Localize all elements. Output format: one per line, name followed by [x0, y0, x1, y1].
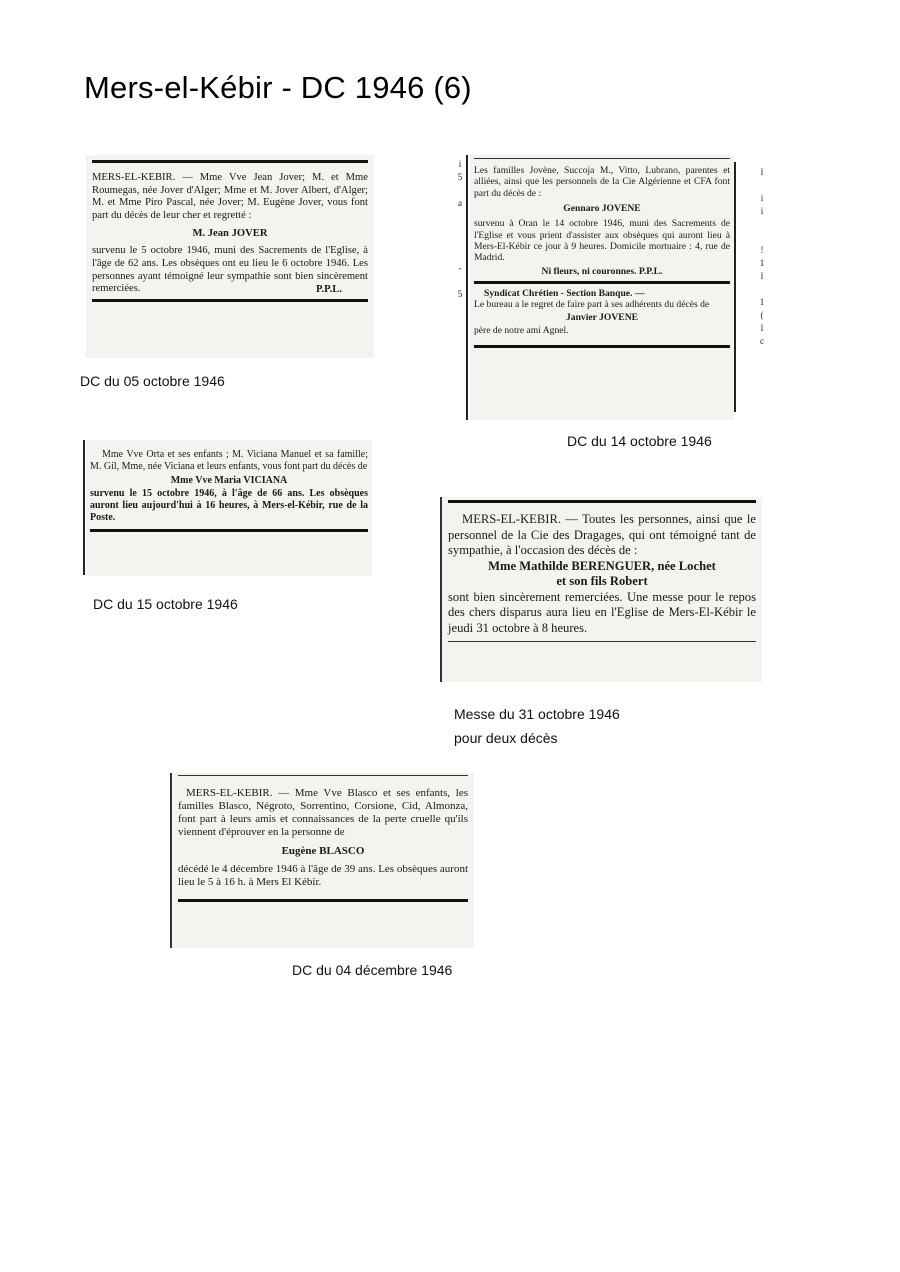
clipping-mathilde-berenguer — [440, 497, 762, 682]
left-margin-line — [466, 155, 468, 420]
deceased-son: et son fils Robert — [556, 574, 648, 588]
clipping-top-rule — [474, 158, 730, 159]
deceased-name: Gennaro JOVENE — [563, 203, 641, 215]
left-margin-marks: i 5 a - 5 — [457, 159, 463, 299]
syndicate-body: père de notre ami Agnel. — [474, 325, 569, 337]
clipping-eugene-blasco — [170, 773, 474, 948]
clipping-body: survenu le 5 octobre 1946, muni des Sacrements de l'Eglise, à l'âge de 62 ans. Les obsèques ont eu lieu le 6 octobre 1946. Les personnes ayant témoigné leur sympathie sont bien sincèrement remerciées. — [92, 245, 368, 295]
clipping-intro: MERS-EL-KEBIR. — Toutes les personnes, ainsi que le personnel de la Cie des Dragages, qui ont témoigné tant de sympathie, à l'occasion des décès de : — [448, 512, 756, 557]
clip3-left-line — [83, 440, 85, 575]
right-margin-marks: l i i ! 1 l 1 ( l c — [759, 167, 765, 346]
deceased-name: Mme Mathilde BERENGUER, née Lochet — [488, 558, 716, 573]
clipping-maria-viciana — [86, 440, 372, 576]
clipping-intro: MERS-EL-KEBIR. — Mme Vve Blasco et ses enfants, les familles Blasco, Négroto, Sorrentino, Corsione, Cid, Almonza, font part à leurs amis et connaissances de la perte cruelle qu'ils viennent d'éprouver en la personne de — [178, 787, 468, 838]
clipping-jean-jover — [86, 155, 374, 358]
page-title: Mers-el-Kébir - DC 1946 (6) — [84, 70, 472, 105]
clipping-bottom-rule — [178, 899, 468, 902]
clipping-top-rule — [92, 160, 368, 163]
clipping-footer: Ni fleurs, ni couronnes. P.P.L. — [541, 265, 663, 277]
syndicate-title: Syndicat Chrétien - Section Banque. — — [484, 287, 645, 299]
clipping-gennaro-jovene — [470, 155, 734, 420]
clipping-body: sont bien sincèrement remerciées. Une messe pour le repos des chers disparus aura lieu en l'Eglise de Mers-El-Kébir le jeudi 31 octobre à 8 heures. — [448, 589, 756, 635]
clipping-body: décédé le 4 décembre 1946 à l'âge de 39 ans. Les obsèques auront lieu le 5 à 16 h. à Mers El Kébir. — [178, 863, 469, 888]
deceased-name: M. Jean JOVER — [192, 228, 268, 240]
caption-messe-line1: Messe du 31 octobre 1946 — [454, 706, 620, 722]
clipping-body: survenu le 15 octobre 1946, à l'âge de 66 ans. Les obsèques auront lieu aujourd'hui à 16 heures, à Mers-el-Kébir, rue de la Poste. — [90, 488, 368, 523]
clipping-top-rule — [178, 775, 468, 776]
caption-04-decembre: DC du 04 décembre 1946 — [292, 962, 453, 978]
second-deceased-name: Janvier JOVENE — [565, 312, 639, 324]
clipping-top-rule — [448, 500, 756, 503]
clipping-bottom-rule — [92, 299, 368, 302]
caption-14-octobre: DC du 14 octobre 1946 — [567, 433, 712, 449]
deceased-name: Mme Vve Maria VICIANA — [170, 475, 288, 486]
caption-15-octobre: DC du 15 octobre 1946 — [93, 596, 238, 612]
right-margin-line — [734, 162, 736, 412]
caption-messe-line2: pour deux décès — [454, 730, 558, 746]
clipping-intro: MERS-EL-KEBIR. — Mme Vve Jean Jover; M. et Mme Roumegas, née Jover d'Alger; Mme et M. Jover Albert, d'Alger; M. et Mme Piro Pascal, née Jover; M. Eugène Jover, vous font part du décès de leur cher et regretté : — [92, 172, 368, 221]
clipping-bottom-rule — [90, 529, 368, 532]
clipping-bottom-rule — [474, 345, 730, 348]
caption-05-octobre: DC du 05 octobre 1946 — [80, 373, 225, 389]
clipping-intro: Les familles Jovène, Succoja M., Vitto, Lubrano, parentes et alliées, ainsi que les personnels de la Cie Algérienne et CFA font part du décès de : — [474, 165, 730, 199]
clipping-signature: P.P.L. — [315, 283, 342, 295]
clipping-separator-rule — [474, 281, 730, 284]
clipping-intro: Mme Vve Orta et ses enfants ; M. Viciana Manuel et sa famille; M. Gil, Mme, née Viciana et leurs enfants, vous font part du décès de — [90, 449, 368, 472]
deceased-name: Eugène BLASCO — [281, 845, 365, 857]
clipping-bottom-rule — [448, 641, 756, 642]
syndicate-intro: Le bureau a le regret de faire part à ses adhérents du décès de — [474, 298, 710, 310]
clipping-body: survenu à Oran le 14 octobre 1946, muni des Sacrements de l'Eglise et vous prient d'assister aux obsèques qui auront lieu à Mers-El-Kébir ce jour à 9 heures. Domicile mortuaire : 4, rue de Madrid. — [474, 218, 730, 264]
